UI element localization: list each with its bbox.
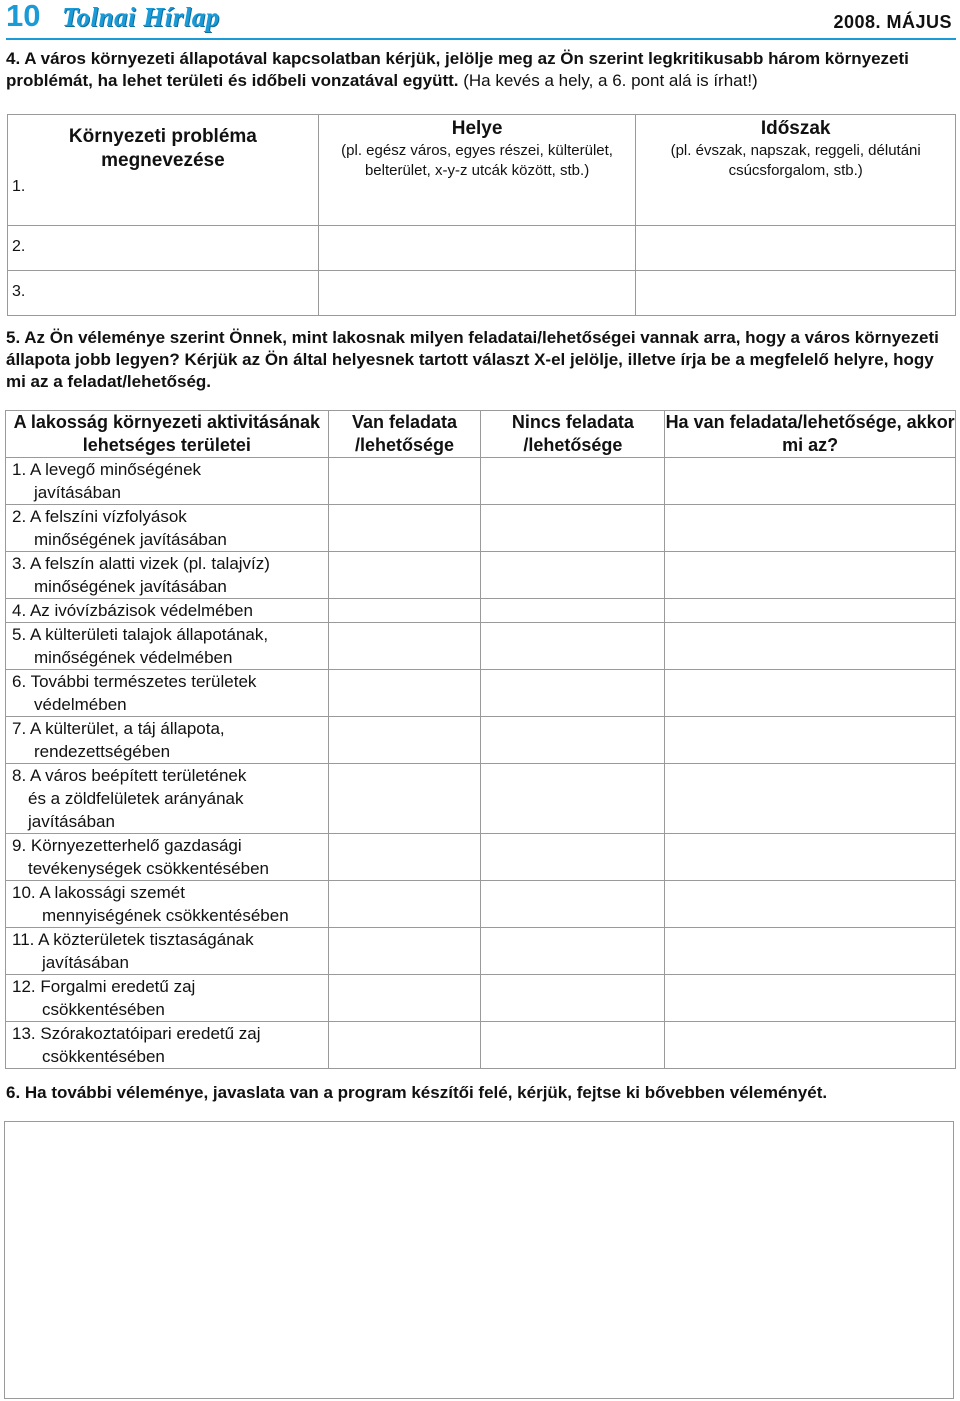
task-description-field[interactable] — [665, 599, 956, 623]
no-task-checkbox-cell[interactable] — [481, 717, 665, 764]
no-task-checkbox-cell[interactable] — [481, 623, 665, 670]
activity-area-title: 9. Környezetterhelő gazdasági — [12, 836, 242, 855]
has-task-checkbox-cell[interactable] — [328, 928, 481, 975]
task-description-field[interactable] — [665, 928, 956, 975]
has-task-checkbox-cell[interactable] — [328, 599, 481, 623]
activity-area-continuation: tevékenységek csökkentésében — [28, 859, 269, 878]
task-description-field[interactable] — [665, 881, 956, 928]
activity-area-continuation: mennyiségének csökkentésében — [42, 906, 289, 925]
no-task-checkbox-cell[interactable] — [481, 834, 665, 881]
has-task-header: Van feladata /lehetősége — [328, 411, 481, 458]
question-6 — [6, 1082, 952, 1104]
activity-area-title: 2. A felszíni vízfolyások — [12, 507, 187, 526]
no-task-checkbox-cell[interactable] — [481, 458, 665, 505]
has-task-checkbox-cell[interactable] — [328, 834, 481, 881]
activity-area-continuation: védelmében — [34, 695, 127, 714]
no-task-checkbox-cell[interactable] — [481, 505, 665, 552]
table-row — [6, 552, 956, 599]
activity-area-header: A lakosság környezeti aktivitásának lehetséges területei — [6, 411, 329, 458]
activity-area-title: 4. Az ivóvízbázisok védelmében — [12, 601, 253, 620]
table-row — [6, 505, 956, 552]
no-task-checkbox-cell[interactable] — [481, 928, 665, 975]
no-task-checkbox-cell[interactable] — [481, 764, 665, 834]
activity-area-continuation: minőségének javításában — [34, 530, 227, 549]
task-description-field[interactable] — [665, 1022, 956, 1069]
activity-area-label — [6, 505, 329, 552]
opinion-answer-box[interactable] — [4, 1121, 954, 1399]
has-task-checkbox-cell[interactable] — [328, 552, 481, 599]
has-task-checkbox-cell[interactable] — [328, 764, 481, 834]
problem-field[interactable] — [8, 226, 319, 271]
question-5 — [6, 327, 952, 393]
activity-area-label — [6, 552, 329, 599]
table-row — [6, 458, 956, 505]
issue-date: 2008. MÁJUS — [833, 12, 952, 32]
page-number: 10 — [6, 0, 41, 33]
table-row — [6, 975, 956, 1022]
activity-area-label — [6, 458, 329, 505]
activity-area-title: 7. A külterület, a táj állapota, — [12, 719, 225, 738]
task-description-header: Ha van feladata/lehetősége, akkor mi az? — [665, 411, 956, 458]
problem-name-header-label: Környezeti probléma megnevezése — [68, 126, 257, 171]
period-header-hint: (pl. évszak, napszak, reggeli, délutáni csúcsforgalom, stb.) — [670, 142, 921, 179]
table-row — [6, 1022, 956, 1069]
period-field[interactable] — [636, 226, 956, 271]
table-row — [6, 623, 956, 670]
location-header-hint: (pl. egész város, egyes részei, külterület, belterület, x-y-z utcák között, stb.) — [341, 142, 613, 179]
activity-area-continuation: minőségének javításában — [34, 577, 227, 596]
activity-area-continuation: javításában — [42, 953, 129, 972]
no-task-checkbox-cell[interactable] — [481, 881, 665, 928]
activity-area-continuation: javításában — [28, 812, 115, 831]
location-header — [318, 115, 636, 226]
activity-area-title: 5. A külterületi talajok állapotának, — [12, 625, 269, 644]
activity-area-label — [6, 1022, 329, 1069]
has-task-checkbox-cell[interactable] — [328, 975, 481, 1022]
task-description-field[interactable] — [665, 764, 956, 834]
task-description-field[interactable] — [665, 975, 956, 1022]
activity-area-title: 12. Forgalmi eredetű zaj — [12, 977, 196, 996]
no-task-checkbox-cell[interactable] — [481, 552, 665, 599]
activity-area-continuation: rendezettségében — [34, 742, 171, 761]
row-number: 3. — [12, 283, 26, 300]
period-header — [636, 115, 956, 226]
row-number: 1. — [12, 178, 26, 195]
activity-area-title: 3. A felszín alatti vizek (pl. talajvíz) — [12, 554, 270, 573]
activity-area-label — [6, 623, 329, 670]
activity-area-continuation: csökkentésében — [42, 1047, 165, 1066]
has-task-checkbox-cell[interactable] — [328, 623, 481, 670]
question-5-text: 5. Az Ön véleménye szerint Önnek, mint lakosnak milyen feladatai/lehetőségei vannak arra, hogy a város környezeti állapota jobb legyen? Kérjük az Ön által helyesnek tartott választ X-el jelölje, illetve írja be a megfelelő helyre, hogy mi az a feladat/lehetőség. — [6, 328, 939, 391]
activity-table — [5, 410, 956, 1069]
location-field[interactable] — [318, 226, 636, 271]
problem-name-header — [8, 115, 319, 226]
activity-area-label — [6, 975, 329, 1022]
task-description-field[interactable] — [665, 670, 956, 717]
has-task-checkbox-cell[interactable] — [328, 670, 481, 717]
question-4-text: 4. A város környezeti állapotával kapcsolatban kérjük, jelölje meg az Ön szerint legkritikusabb három környezeti problémát, ha lehet területi és időbeli vonzatával együtt. — [6, 49, 909, 90]
table-row — [6, 670, 956, 717]
activity-area-label — [6, 599, 329, 623]
question-4-note: (Ha kevés a hely, a 6. pont alá is írhat!) — [458, 71, 758, 90]
masthead-logo: Tolnai Hírlap — [62, 2, 220, 32]
location-field[interactable] — [318, 271, 636, 316]
question-4 — [6, 48, 952, 92]
task-description-field[interactable] — [665, 552, 956, 599]
activity-area-label — [6, 717, 329, 764]
activity-area-title: 11. A közterületek tisztaságának — [12, 930, 254, 949]
header-rule — [6, 38, 956, 40]
has-task-checkbox-cell[interactable] — [328, 458, 481, 505]
problem-field[interactable] — [8, 271, 319, 316]
has-task-checkbox-cell[interactable] — [328, 505, 481, 552]
task-description-field[interactable] — [665, 834, 956, 881]
no-task-checkbox-cell[interactable] — [481, 1022, 665, 1069]
activity-area-label — [6, 764, 329, 834]
question-6-text: 6. Ha további véleménye, javaslata van a program készítői felé, kérjük, fejtse ki bővebben véleményét. — [6, 1083, 828, 1102]
no-task-checkbox-cell[interactable] — [481, 599, 665, 623]
task-description-field[interactable] — [665, 505, 956, 552]
table-row — [6, 717, 956, 764]
activity-area-label — [6, 881, 329, 928]
task-description-field[interactable] — [665, 623, 956, 670]
no-task-header: Nincs feladata /lehetősége — [481, 411, 665, 458]
activity-area-title: 1. A levegő minőségének — [12, 460, 202, 479]
page-header — [0, 0, 960, 40]
task-description-field[interactable] — [665, 458, 956, 505]
table-row — [6, 881, 956, 928]
period-header-label: Időszak — [760, 118, 831, 139]
activity-area-continuation: minőségének védelmében — [34, 648, 233, 667]
has-task-checkbox-cell[interactable] — [328, 717, 481, 764]
activity-area-continuation: és a zöldfelületek arányának — [28, 789, 244, 808]
period-field[interactable] — [636, 271, 956, 316]
table-row — [6, 764, 956, 834]
activity-area-continuation: csökkentésében — [42, 1000, 165, 1019]
row-number: 2. — [12, 238, 26, 255]
activity-area-title: 13. Szórakoztatóipari eredetű zaj — [12, 1024, 261, 1043]
has-task-checkbox-cell[interactable] — [328, 1022, 481, 1069]
task-description-field[interactable] — [665, 717, 956, 764]
activity-area-label — [6, 928, 329, 975]
location-header-label: Helye — [451, 118, 503, 139]
activity-area-title: 10. A lakossági szemét — [12, 883, 185, 902]
table-row — [6, 928, 956, 975]
activity-area-title: 6. További természetes területek — [12, 672, 257, 691]
activity-area-label — [6, 834, 329, 881]
activity-area-label — [6, 670, 329, 717]
table-row — [6, 599, 956, 623]
activity-area-continuation: javításában — [34, 483, 121, 502]
no-task-checkbox-cell[interactable] — [481, 975, 665, 1022]
has-task-checkbox-cell[interactable] — [328, 881, 481, 928]
no-task-checkbox-cell[interactable] — [481, 670, 665, 717]
activity-area-title: 8. A város beépített területének — [12, 766, 247, 785]
problem-table — [7, 114, 956, 316]
table-row — [6, 834, 956, 881]
